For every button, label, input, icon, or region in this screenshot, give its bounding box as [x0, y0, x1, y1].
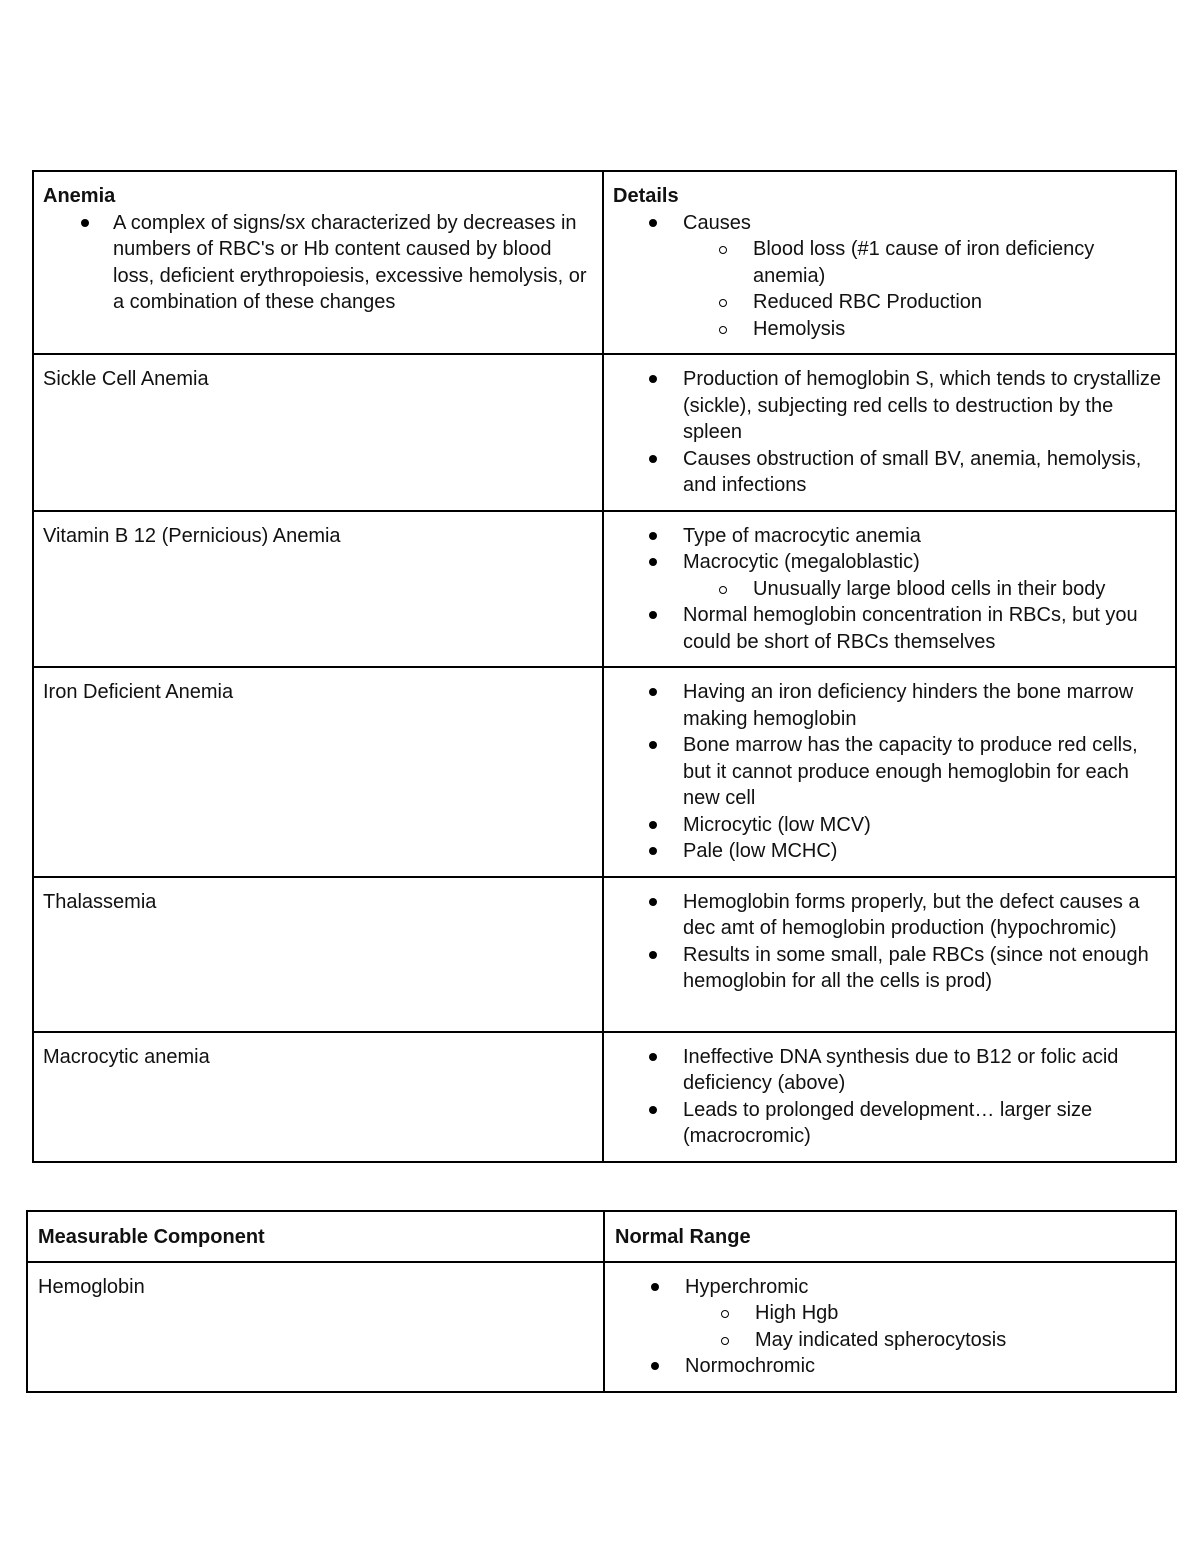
list-item: Normochromic	[615, 1353, 1166, 1380]
bullet-icon	[649, 847, 657, 855]
details-cell	[603, 171, 1176, 354]
condition-name: Macrocytic anemia	[33, 1032, 603, 1162]
table-row	[27, 1262, 1176, 1392]
bullet-icon	[649, 611, 657, 619]
table-row	[33, 511, 1176, 668]
list-item: Normal hemoglobin concentration in RBCs, but you could be short of RBCs themselves	[613, 602, 1166, 655]
condition-name: Sickle Cell Anemia	[33, 354, 603, 511]
list-item: Microcytic (low MCV)	[613, 812, 1166, 839]
table-row	[33, 1032, 1176, 1162]
bullet-icon	[649, 741, 657, 749]
circle-bullet-icon	[721, 1310, 729, 1318]
list-item: Results in some small, pale RBCs (since not enough hemoglobin for all the cells is prod)	[613, 942, 1166, 995]
condition-details	[603, 667, 1176, 877]
anemia-heading: Anemia	[43, 185, 116, 207]
list-item: Causes Blood loss (#1 cause of iron deficiency anemia) Reduced RBC Production Hemolysis	[613, 210, 1166, 343]
measurable-table	[26, 1210, 1177, 1393]
list-item: Reduced RBC Production	[683, 289, 1166, 316]
condition-name: Thalassemia	[33, 877, 603, 1032]
bullet-icon	[81, 219, 89, 227]
list-item: Having an iron deficiency hinders the bone marrow making hemoglobin	[613, 679, 1166, 732]
list-item: Macrocytic (megaloblastic) Unusually large blood cells in their body	[613, 549, 1166, 602]
bullet-icon	[649, 455, 657, 463]
condition-details	[603, 511, 1176, 668]
anemia-cell	[33, 171, 603, 354]
bullet-icon	[649, 219, 657, 227]
component-range	[604, 1262, 1176, 1392]
bullet-icon	[649, 1053, 657, 1061]
condition-details	[603, 354, 1176, 511]
list-item: A complex of signs/sx characterized by decreases in numbers of RBC's or Hb content caused by blood loss, deficient erythropoiesis, excessive hemolysis, or a combination of these changes	[43, 210, 593, 316]
list-item: Bone marrow has the capacity to produce red cells, but it cannot produce enough hemoglobin for each new cell	[613, 732, 1166, 812]
details-heading: Details	[613, 185, 679, 207]
bullet-icon	[649, 688, 657, 696]
circle-bullet-icon	[719, 326, 727, 334]
list-item: Pale (low MCHC)	[613, 838, 1166, 865]
list-item: High Hgb	[685, 1300, 1166, 1327]
bullet-icon	[649, 821, 657, 829]
circle-bullet-icon	[721, 1337, 729, 1345]
condition-details	[603, 877, 1176, 1032]
bullet-icon	[649, 375, 657, 383]
bullet-icon	[649, 1106, 657, 1114]
table-header-row	[27, 1211, 1176, 1262]
circle-bullet-icon	[719, 246, 727, 254]
column-header: Measurable Component	[27, 1211, 604, 1262]
causes-list	[683, 236, 1166, 342]
bullet-icon	[649, 951, 657, 959]
list-item: Causes obstruction of small BV, anemia, hemolysis, and infections	[613, 446, 1166, 499]
anemia-list	[43, 210, 593, 316]
list-item: Blood loss (#1 cause of iron deficiency anemia)	[683, 236, 1166, 289]
circle-bullet-icon	[719, 586, 727, 594]
bullet-icon	[649, 532, 657, 540]
list-item: Unusually large blood cells in their body	[683, 576, 1166, 603]
list-item: May indicated spherocytosis	[685, 1327, 1166, 1354]
list-item: Hyperchromic High Hgb May indicated spherocytosis	[615, 1274, 1166, 1354]
list-item: Production of hemoglobin S, which tends to crystallize (sickle), subjecting red cells to destruction by the spleen	[613, 366, 1166, 446]
bullet-icon	[651, 1283, 659, 1291]
condition-name: Iron Deficient Anemia	[33, 667, 603, 877]
column-header: Normal Range	[604, 1211, 1176, 1262]
details-list	[613, 210, 1166, 343]
table-row	[33, 667, 1176, 877]
component-name: Hemoglobin	[27, 1262, 604, 1392]
list-item: Ineffective DNA synthesis due to B12 or folic acid deficiency (above)	[613, 1044, 1166, 1097]
list-item: Hemoglobin forms properly, but the defect causes a dec amt of hemoglobin production (hypochromic)	[613, 889, 1166, 942]
list-item: Type of macrocytic anemia	[613, 523, 1166, 550]
condition-details	[603, 1032, 1176, 1162]
list-item: Hemolysis	[683, 316, 1166, 343]
table-row	[33, 171, 1176, 354]
bullet-icon	[649, 558, 657, 566]
bullet-icon	[649, 898, 657, 906]
circle-bullet-icon	[719, 299, 727, 307]
table-row	[33, 354, 1176, 511]
table-row	[33, 877, 1176, 1032]
condition-name: Vitamin B 12 (Pernicious) Anemia	[33, 511, 603, 668]
anemia-table	[32, 170, 1177, 1163]
list-item: Leads to prolonged development… larger size (macrocromic)	[613, 1097, 1166, 1150]
bullet-icon	[651, 1362, 659, 1370]
